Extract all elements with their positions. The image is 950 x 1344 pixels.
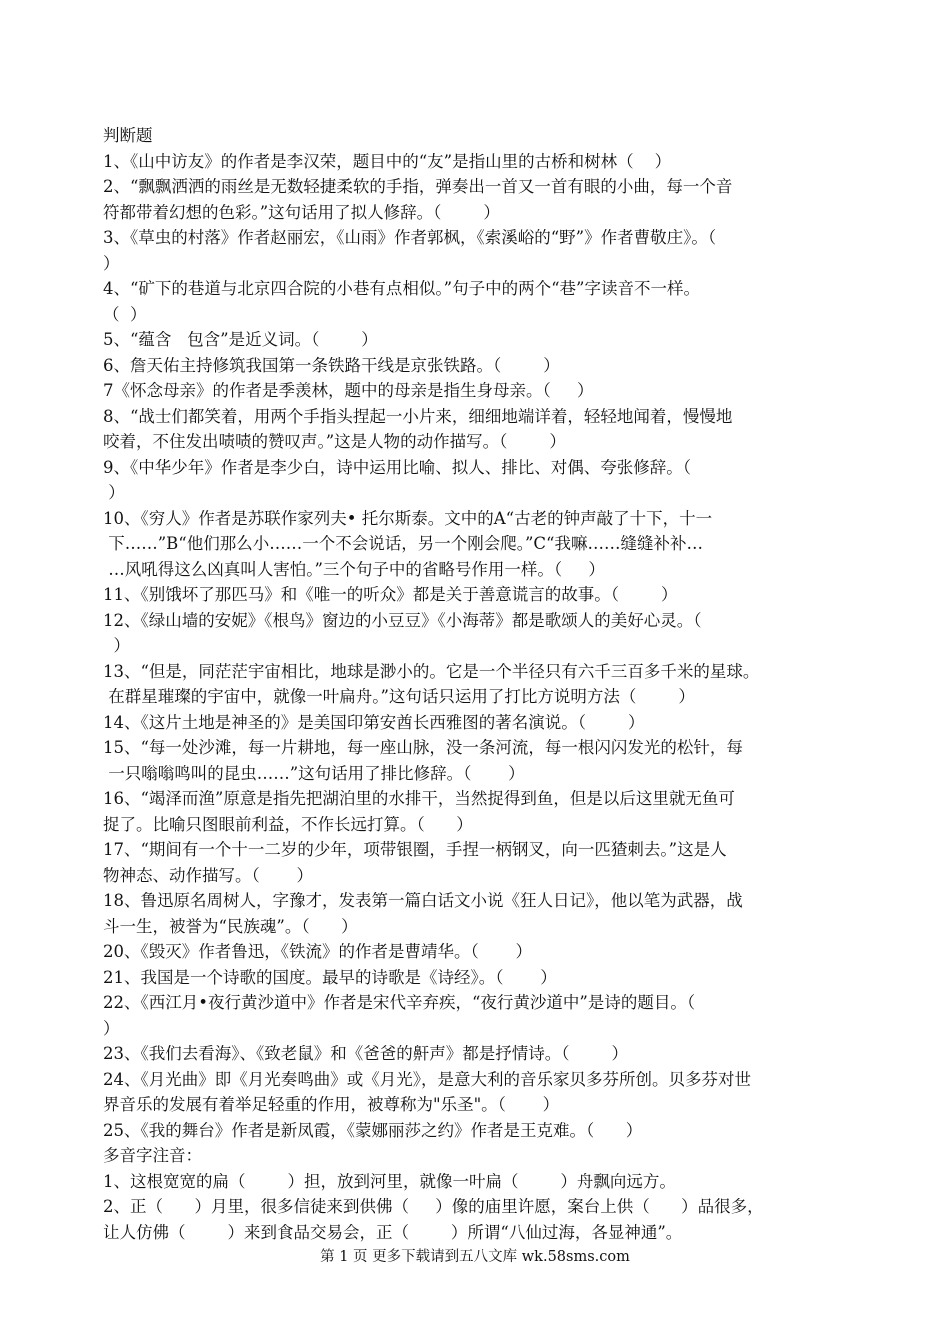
text-line: 18、鲁迅原名周树人，字豫才，发表第一篇白话文小说《狂人日记》，他以笔为武器，战 xyxy=(103,891,743,910)
text-line: 3、《草虫的村落》作者赵丽宏，《山雨》作者郭枫，《索溪峪的“野”》作者曹敬庄》。（ xyxy=(103,228,717,247)
text-line: ） xyxy=(103,1018,120,1038)
text-line: 界音乐的发展有着举足轻重的作用，被尊称为"乐圣"。（ ） xyxy=(103,1095,560,1114)
text-line: 4、“矿下的巷道与北京四合院的小巷有点相似。”句子中的两个“巷”字读音不一样。 xyxy=(103,279,700,298)
text-line: （ ） xyxy=(103,304,147,324)
text-line: 下……”B“他们那么小……一个不会说话，另一个刚会爬。”C“我嘛……缝缝补补… xyxy=(103,534,703,553)
text-line: 7《怀念母亲》的作者是季羡林，题中的母亲是指生身母亲。（ ） xyxy=(103,381,594,400)
text-line: 21、我国是一个诗歌的国度。最早的诗歌是《诗经》。（ ） xyxy=(103,967,557,987)
text-line: 10、《穷人》作者是苏联作家列夫• 托尔斯泰。文中的A“古老的钟声敲了十下，十一 xyxy=(103,508,713,528)
text-line: ） xyxy=(103,636,130,655)
text-line: ） xyxy=(103,483,125,502)
text-line: 16、“竭泽而渔”原意是指先把湖泊里的水排干，当然捉得到鱼，但是以后这里就无鱼可 xyxy=(103,789,735,808)
text-line: 在群星璀璨的宇宙中，就像一叶扁舟。”这句话只运用了打比方说明方法（ ） xyxy=(103,687,695,706)
text-line: 斗一生，被誉为“民族魂”。（ ） xyxy=(103,916,358,936)
text-line: ） xyxy=(103,253,120,273)
text-line: 符都带着幻想的色彩。”这句话用了拟人修辞。（ ） xyxy=(103,202,500,222)
text-line: 11、《别饿坏了那匹马》和《唯一的听众》都是关于善意谎言的故事。（ ） xyxy=(103,585,678,604)
text-line: 5、“蕴含 包含”是近义词。（ ） xyxy=(103,330,378,349)
text-line: 8、“战士们都笑着，用两个手指头捏起一小片来，细细地端详着，轻轻地闻着，慢慢地 xyxy=(103,406,733,426)
text-line: …风吼得这么凶真叫人害怕。”三个句子中的省略号作用一样。（ ） xyxy=(103,559,605,579)
text-line: 咬着，不住发出啧啧的赞叹声。”这是人物的动作描写。（ ） xyxy=(103,432,566,451)
text-line: 14、《这片土地是神圣的》是美国印第安酋长西雅图的著名演说。（ ） xyxy=(103,712,645,732)
text-line: 17、“期间有一个十一二岁的少年，项带银圈，手捏一柄钢叉，向一匹猹刺去。”这是人 xyxy=(103,840,727,859)
text-line: 让人仿佛（ ）来到食品交易会，正（ ）所谓“八仙过海，各显神通”。 xyxy=(103,1222,683,1242)
text-line: 捉了。比喻只图眼前利益，不作长远打算。（ ） xyxy=(103,814,473,834)
text-line: 22、《西江月•夜行黄沙道中》作者是宋代辛弃疾，“夜行黄沙道中”是诗的题目。（ xyxy=(103,993,696,1012)
text-line: 一只嗡嗡鸣叫的昆虫……”这句话用了排比修辞。（ ） xyxy=(103,763,525,783)
text-line: 25、《我的舞台》作者是新凤霞，《蒙娜丽莎之约》作者是王克难。（ ） xyxy=(103,1120,643,1140)
text-line: 2、正（ ）月里，很多信徒来到供佛（ ）像的庙里许愿，案台上供（ ）品很多， xyxy=(103,1197,764,1216)
text-line: 1、《山中访友》的作者是李汉荣，题目中的“友”是指山里的古桥和树林（ ） xyxy=(103,151,672,171)
text-line: 2、“飘飘洒洒的雨丝是无数轻捷柔软的手指，弹奏出一首又一首有眼的小曲，每一个音 xyxy=(103,177,733,196)
text-line: 1、这根宽宽的扁（ ）担，放到河里，就像一叶扁（ ）舟飘向远方。 xyxy=(103,1171,676,1191)
page-footer: 第 1 页 更多下载请到五八文库 wk.58sms.com xyxy=(320,1249,630,1265)
text-line: 23、《我们去看海》、《致老鼠》和《爸爸的鼾声》都是抒情诗。（ ） xyxy=(103,1044,628,1063)
text-line: 物神态、动作描写。（ ） xyxy=(103,865,313,885)
text-line: 12、《绿山墙的安妮》《根鸟》窗边的小豆豆》《小海蒂》都是歌颂人的美好心灵。（ xyxy=(103,610,702,630)
text-line: 13、“但是，同茫茫宇宙相比，地球是渺小的。它是一个半径只有六千三百多千米的星球。 xyxy=(103,661,760,681)
text-line: 9、《中华少年》作者是李少白，诗中运用比喻、拟人、排比、对偶、夸张修辞。（ xyxy=(103,457,691,477)
text-line: 20、《毁灭》作者鲁迅，《铁流》的作者是曹靖华。（ ） xyxy=(103,942,532,961)
text-line: 24、《月光曲》即《月光奏鸣曲》或《月光》，是意大利的音乐家贝多芬所创。贝多芬对世 xyxy=(103,1069,751,1089)
section-heading-true-false: 判断题 xyxy=(103,126,153,145)
text-line: 15、“每一处沙滩，每一片耕地，每一座山脉，没一条河流，每一根闪闪发光的松针，每 xyxy=(103,738,743,757)
document-body xyxy=(103,123,863,1245)
text-line: 6、詹天佑主持修筑我国第一条铁路干线是京张铁路。（ ） xyxy=(103,355,560,375)
section-heading-polyphonic: 多音字注音： xyxy=(103,1146,202,1165)
